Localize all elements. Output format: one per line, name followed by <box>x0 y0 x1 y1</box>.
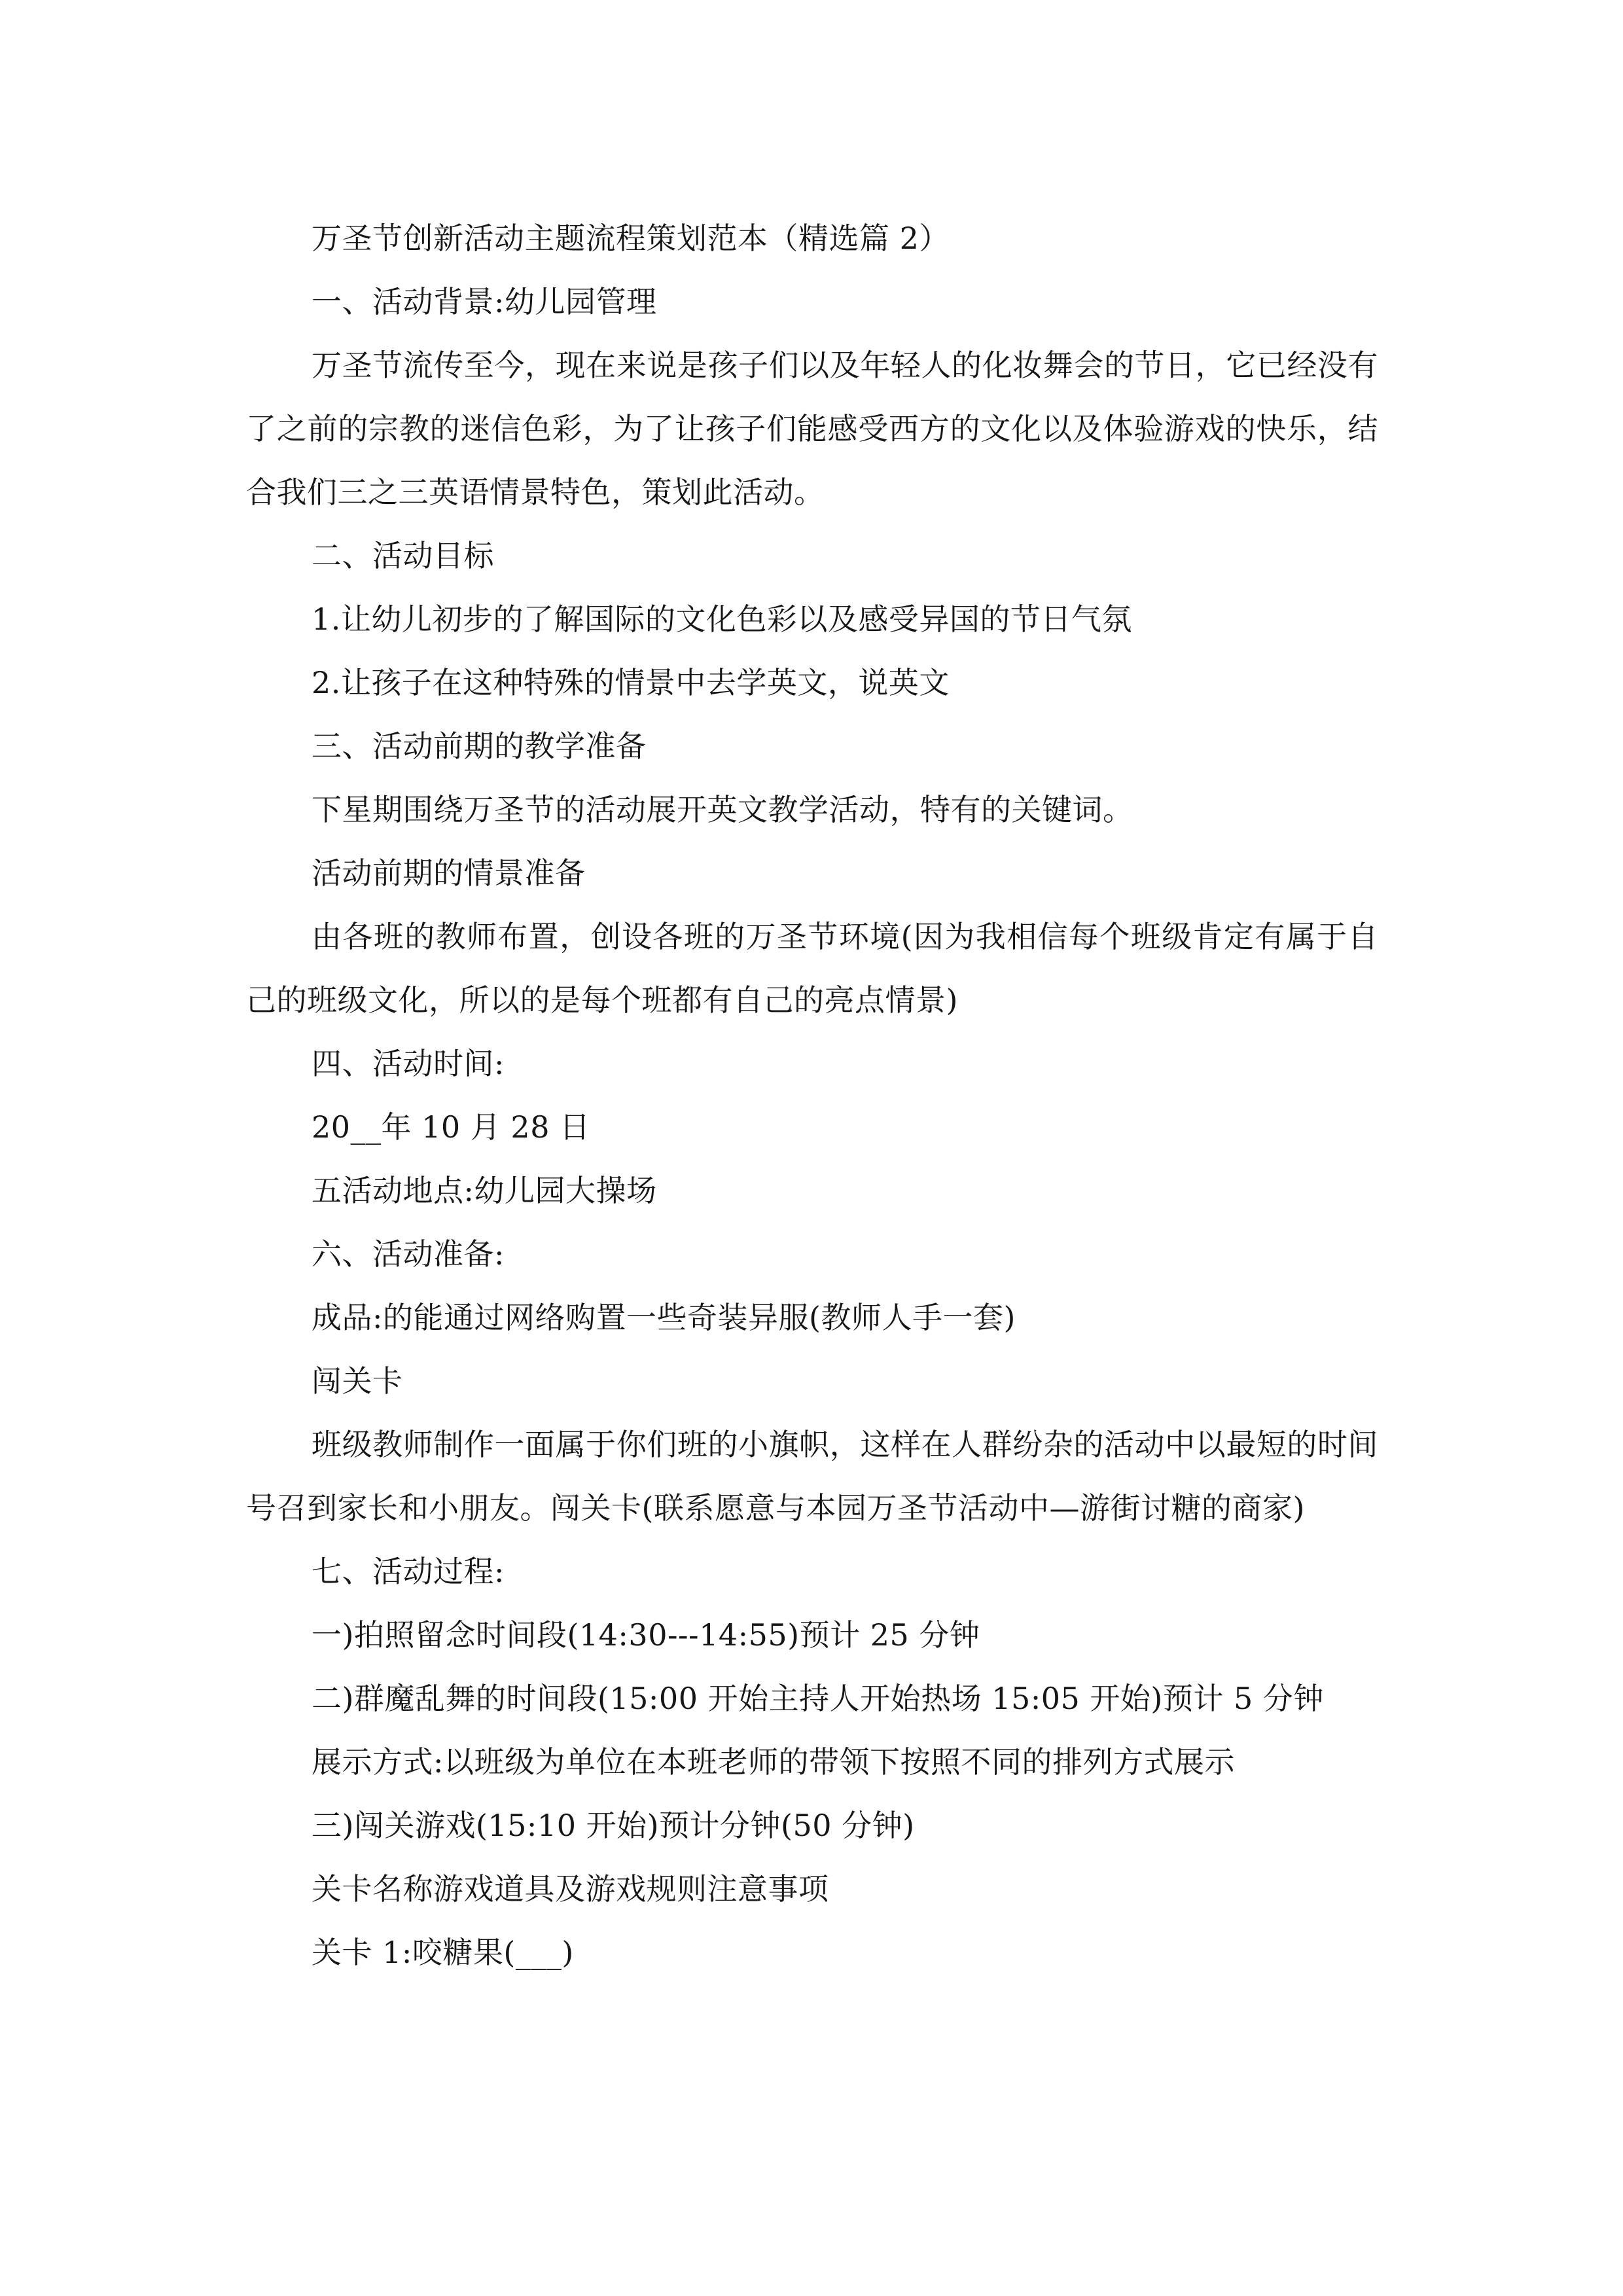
event-date: 20__年 10 月 28 日 <box>312 1109 590 1145</box>
section-heading-preparation: 六、活动准备: <box>312 1236 505 1272</box>
level-table-header: 关卡名称游戏道具及游戏规则注意事项 <box>312 1871 829 1907</box>
level-1-line: 关卡 1:咬糖果(___) <box>312 1935 574 1970</box>
event-location: 五活动地点:幼儿园大操场 <box>312 1173 657 1208</box>
document-body <box>246 207 1378 1984</box>
display-method-line: 展示方式:以班级为单位在本班老师的带领下按照不同的排列方式展示 <box>312 1744 1235 1780</box>
section-heading-background: 一、活动背景:幼儿园管理 <box>312 284 657 319</box>
scene-prep-line: 活动前期的情景准备 <box>312 855 586 891</box>
section-heading-process: 七、活动过程: <box>312 1554 505 1589</box>
section-heading-goals: 二、活动目标 <box>312 538 494 573</box>
process-step-1: 一)拍照留念时间段(14:30---14:55)预计 25 分钟 <box>312 1617 980 1653</box>
pass-card-label: 闯关卡 <box>312 1363 403 1399</box>
document-title: 万圣节创新活动主题流程策划范本（精选篇 2） <box>312 221 950 256</box>
process-step-3: 三)闯关游戏(15:10 开始)预计分钟(50 分钟) <box>312 1808 915 1843</box>
paragraph-classroom-setup: 由各班的教师布置，创设各班的万圣节环境(因为我相信每个班级肯定有属于自己的班级文化，所以的是每个班都有自己的亮点情景) <box>246 919 1378 1018</box>
goal-item-1: 1.让幼儿初步的了解国际的文化色彩以及感受异国的节日气氛 <box>312 601 1132 637</box>
paragraph-background: 万圣节流传至今，现在来说是孩子们以及年轻人的化妆舞会的节日，它已经没有了之前的宗教的迷信色彩，为了让孩子们能感受西方的文化以及体验游戏的快乐，结合我们三之三英语情景特色，策划此活动。 <box>246 348 1378 510</box>
paragraph-class-flag: 班级教师制作一面属于你们班的小旗帜，这样在人群纷杂的活动中以最短的时间号召到家长和小朋友。闯关卡(联系愿意与本园万圣节活动中—游街讨糖的商家) <box>246 1427 1378 1526</box>
costume-prep-line: 成品:的能通过网络购置一些奇装异服(教师人手一套) <box>312 1300 1016 1335</box>
process-step-2: 二)群魔乱舞的时间段(15:00 开始主持人开始热场 15:05 开始)预计 5 分钟 <box>312 1681 1324 1716</box>
section-heading-time: 四、活动时间: <box>312 1046 505 1081</box>
teaching-prep-line: 下星期围绕万圣节的活动展开英文教学活动，特有的关键词。 <box>312 792 1133 827</box>
goal-item-2: 2.让孩子在这种特殊的情景中去学英文，说英文 <box>312 665 950 700</box>
section-heading-teaching-prep: 三、活动前期的教学准备 <box>312 728 647 764</box>
